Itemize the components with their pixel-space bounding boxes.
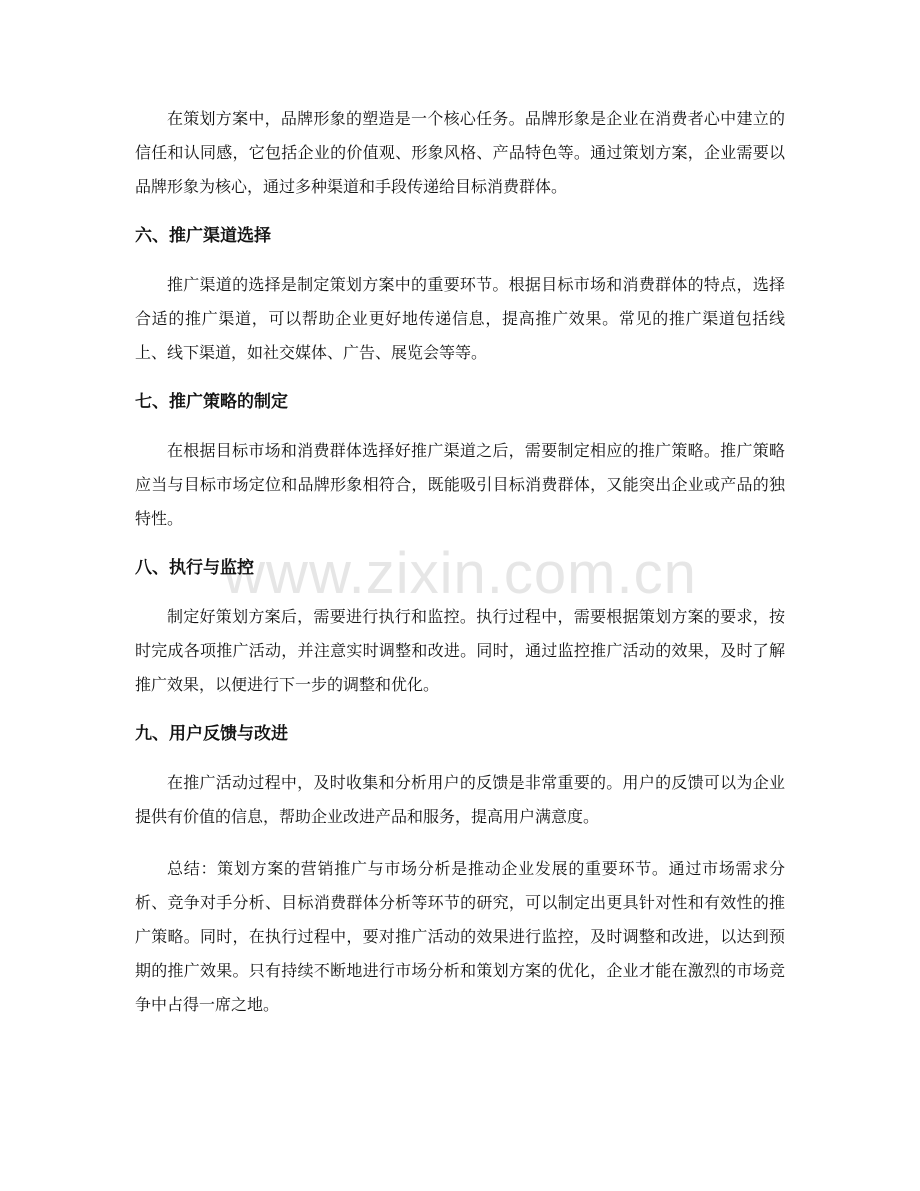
heading-section-9: 九、用户反馈与改进: [135, 724, 288, 744]
heading-section-6: 六、推广渠道选择: [135, 226, 271, 246]
paragraph-promotion-strategy: 在根据目标市场和消费群体选择好推广渠道之后，需要制定相应的推广策略。推广策略应当与目标市场定位和品牌形象相符合，既能吸引目标消费群体，又能突出企业或产品的独特性。: [135, 441, 785, 528]
paragraph-promotion-channels: 推广渠道的选择是制定策划方案中的重要环节。根据目标市场和消费群体的特点，选择合适的推广渠道，可以帮助企业更好地传递信息，提高推广效果。常见的推广渠道包括线上、线下渠道，如社交媒体、广告、展览会等等。: [135, 275, 785, 362]
document-body: [135, 102, 785, 1022]
paragraph-summary: 总结：策划方案的营销推广与市场分析是推动企业发展的重要环节。通过市场需求分析、竞争对手分析、目标消费群体分析等环节的研究，可以制定出更具针对性和有效性的推广策略。同时，在执行过程中，要对推广活动的效果进行监控，及时调整和改进，以达到预期的推广效果。只有持续不断地进行市场分析和策划方案的优化，企业才能在激烈的市场竞争中占得一席之地。: [135, 859, 785, 1014]
heading-section-8: 八、执行与监控: [135, 558, 254, 578]
heading-section-7: 七、推广策略的制定: [135, 392, 288, 412]
paragraph-execution-monitoring: 制定好策划方案后，需要进行执行和监控。执行过程中，需要根据策划方案的要求，按时完成各项推广活动，并注意实时调整和改进。同时，通过监控推广活动的效果，及时了解推广效果，以便进行下一步的调整和优化。: [135, 607, 785, 694]
paragraph-brand-image: 在策划方案中，品牌形象的塑造是一个核心任务。品牌形象是企业在消费者心中建立的信任和认同感，它包括企业的价值观、形象风格、产品特色等。通过策划方案，企业需要以品牌形象为核心，通过多种渠道和手段传递给目标消费群体。: [135, 109, 785, 196]
paragraph-user-feedback: 在推广活动过程中，及时收集和分析用户的反馈是非常重要的。用户的反馈可以为企业提供有价值的信息，帮助企业改进产品和服务，提高用户满意度。: [135, 773, 785, 826]
watermark: www.zixin.com.cn: [223, 541, 697, 606]
